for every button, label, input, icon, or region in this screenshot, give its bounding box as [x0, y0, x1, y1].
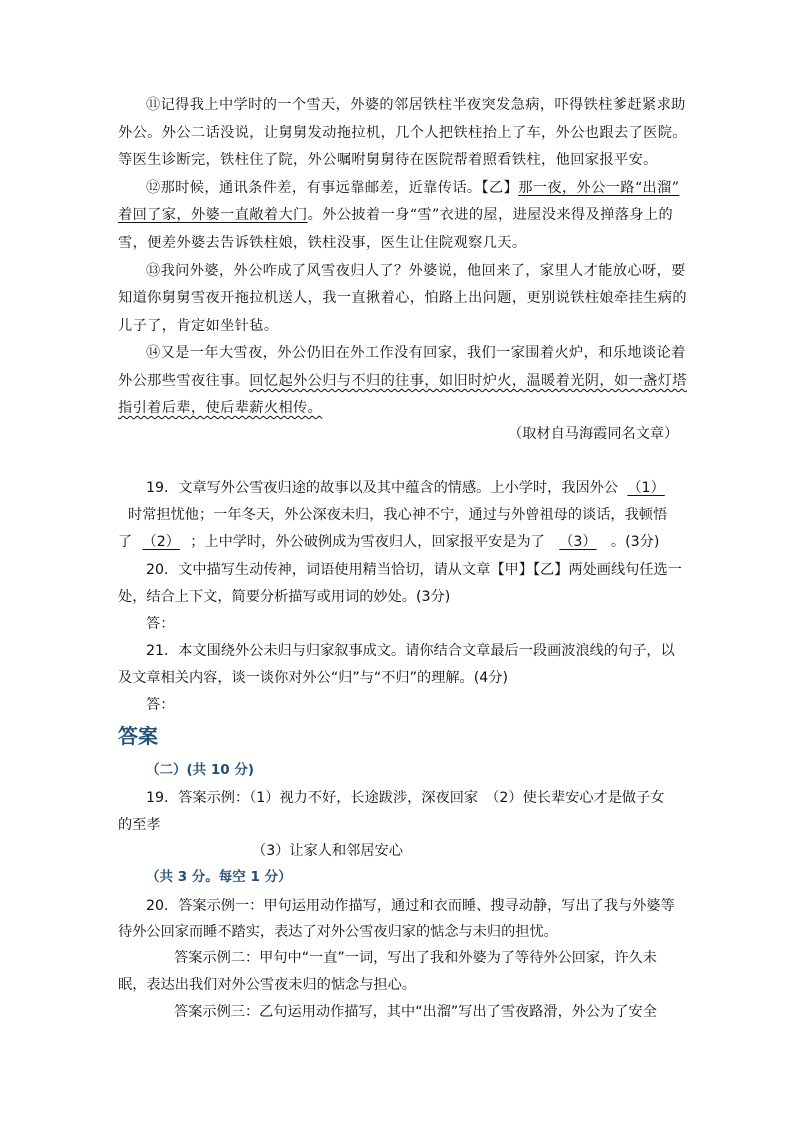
question-21-line-2: 及文章相关内容，谈一谈你对外公“归”与“不归”的理解。(4分)	[118, 670, 508, 686]
passage-paragraph-11-line-3: 等医生诊断完，铁柱住了院，外公嘱咐舅舅待在医院帮着照看铁柱，他回家报平安。	[118, 152, 658, 168]
question-19-line-3	[118, 532, 659, 552]
q19-text-3: 了	[118, 534, 133, 550]
blank-3: （3）	[559, 534, 597, 550]
passage-paragraph-11-line-2: 外公。外公二话没说，让舅舅发动拖拉机，几个人把铁柱抬上了车，外公也跟去了医院。	[118, 125, 687, 141]
answer-19-score-note: （共 3 分。每空 1 分）	[146, 869, 292, 885]
passage-paragraph-14-line-2	[118, 371, 687, 391]
passage-source: （取材自马海霞同名文章）	[508, 426, 679, 442]
question-19-line-1	[146, 478, 674, 498]
passage-paragraph-14-line-3	[118, 398, 322, 418]
q19-text-4: ；上中学时，外公破例成为雪夜归人，回家报平安是为了	[190, 534, 545, 550]
answer-20-line-1: 20．答案示例一：甲句运用动作描写，通过和衣而睡、搜寻动静，写出了我与外婆等	[146, 898, 675, 914]
question-21-answer-label: 答：	[146, 697, 175, 713]
answer-20-line-4: 眠，表达出我们对外公雪夜未归的惦念与担心。	[118, 977, 416, 993]
answers-section-title: （二）(共 10 分)	[146, 762, 255, 778]
underlined-sentence-yi-cont: 着回了家，外婆一直敞着大门	[118, 207, 308, 223]
p12-text-2: 。外公披着一身“雪”衣进的屋，进屋没来得及掸落身上的	[307, 207, 674, 223]
passage-paragraph-12-line-2	[118, 205, 673, 225]
passage-paragraph-13-line-2: 知道你舅舅雪夜开拖拉机送人，我一直揪着心，怕路上出问题，更别说铁柱娘牵挂生病的	[118, 290, 687, 306]
q19-text-2: 时常担忧他；一年冬天，外公深夜未归，我心神不宁，通过与外曾祖母的谈话，我顿悟	[128, 507, 668, 523]
question-21-line-1: 21．本文围绕外公未归与归家叙事成文。请你结合文章最后一段画波浪线的句子，以	[146, 643, 675, 659]
passage-paragraph-11-line-1: ⑪记得我上中学时的一个雪天，外婆的邻居铁柱半夜突发急病，吓得铁柱爹赶紧求助	[146, 97, 686, 113]
wavy-underlined-sentence-cont: 指引着后辈，使后辈薪火相传。	[118, 400, 323, 416]
question-20-answer-label: 答：	[146, 616, 175, 632]
blank-1: （1）	[627, 480, 665, 496]
p14-text: 外公那些雪夜往事。	[118, 373, 250, 389]
answer-19-line-2: 的至孝	[118, 817, 161, 833]
passage-paragraph-12-line-3: 雪，便差外婆去告诉铁柱娘，铁柱没事，医生让住院观察几天。	[118, 235, 527, 251]
question-19-line-2	[118, 505, 667, 525]
q19-score: 。(3分)	[610, 534, 660, 550]
passage-paragraph-14-line-1: ⑭又是一年大雪夜，外公仍旧在外工作没有回家，我们一家围着火炉，和乐地谈论着	[146, 345, 686, 361]
q19-text-1: 19．文章写外公雪夜归途的故事以及其中蕴含的情感。上小学时，我因外公	[146, 480, 619, 496]
passage-paragraph-13-line-3: 儿子了，肯定如坐针毡。	[118, 318, 279, 334]
answer-19-line-3: （3）让家人和邻居安心	[252, 843, 403, 859]
answers-heading: 答案	[118, 724, 158, 748]
answer-20-line-5: 答案示例三：乙句运用动作描写，其中“出溜”写出了雪夜路滑，外公为了安全	[174, 1004, 657, 1020]
question-20-line-1: 20．文中描写生动传神，词语使用精当恰切，请从文章【甲】【乙】两处画线句任选一	[146, 562, 682, 578]
answer-20-line-2: 待外公回家而睡不踏实，表达了对外公雪夜归家的惦念与未归的担忧。	[118, 924, 558, 940]
passage-paragraph-13-line-1: ⑬我问外婆，外公咋成了风雪夜归人了？外婆说，他回来了，家里人才能放心呀，要	[146, 263, 686, 279]
wavy-underlined-sentence: 回忆起外公归与不归的往事，如旧时炉火，温暖着光阴，如一盏灯塔	[249, 373, 687, 389]
answer-20-line-3: 答案示例二：甲句中“一直”一词，写出了我和外婆为了等待外公回家，许久未	[174, 950, 657, 966]
question-20-line-2: 处，结合上下文，简要分析描写或用词的妙处。(3分)	[118, 589, 451, 605]
blank-2: （2）	[142, 534, 180, 550]
mark-yi: 【乙】	[481, 180, 519, 196]
underlined-sentence-yi: 那一夜，外公一路“出溜”	[518, 180, 680, 196]
answer-19-line-1: 19．答案示例：（1）视力不好，长途跋涉，深夜回家 （2）使长辈安心才是做子女	[146, 790, 665, 806]
passage-paragraph-12-line-1	[146, 178, 679, 198]
p12-text: ⑫那时候，通讯条件差，有事远靠邮差，近靠传话。	[146, 180, 482, 196]
